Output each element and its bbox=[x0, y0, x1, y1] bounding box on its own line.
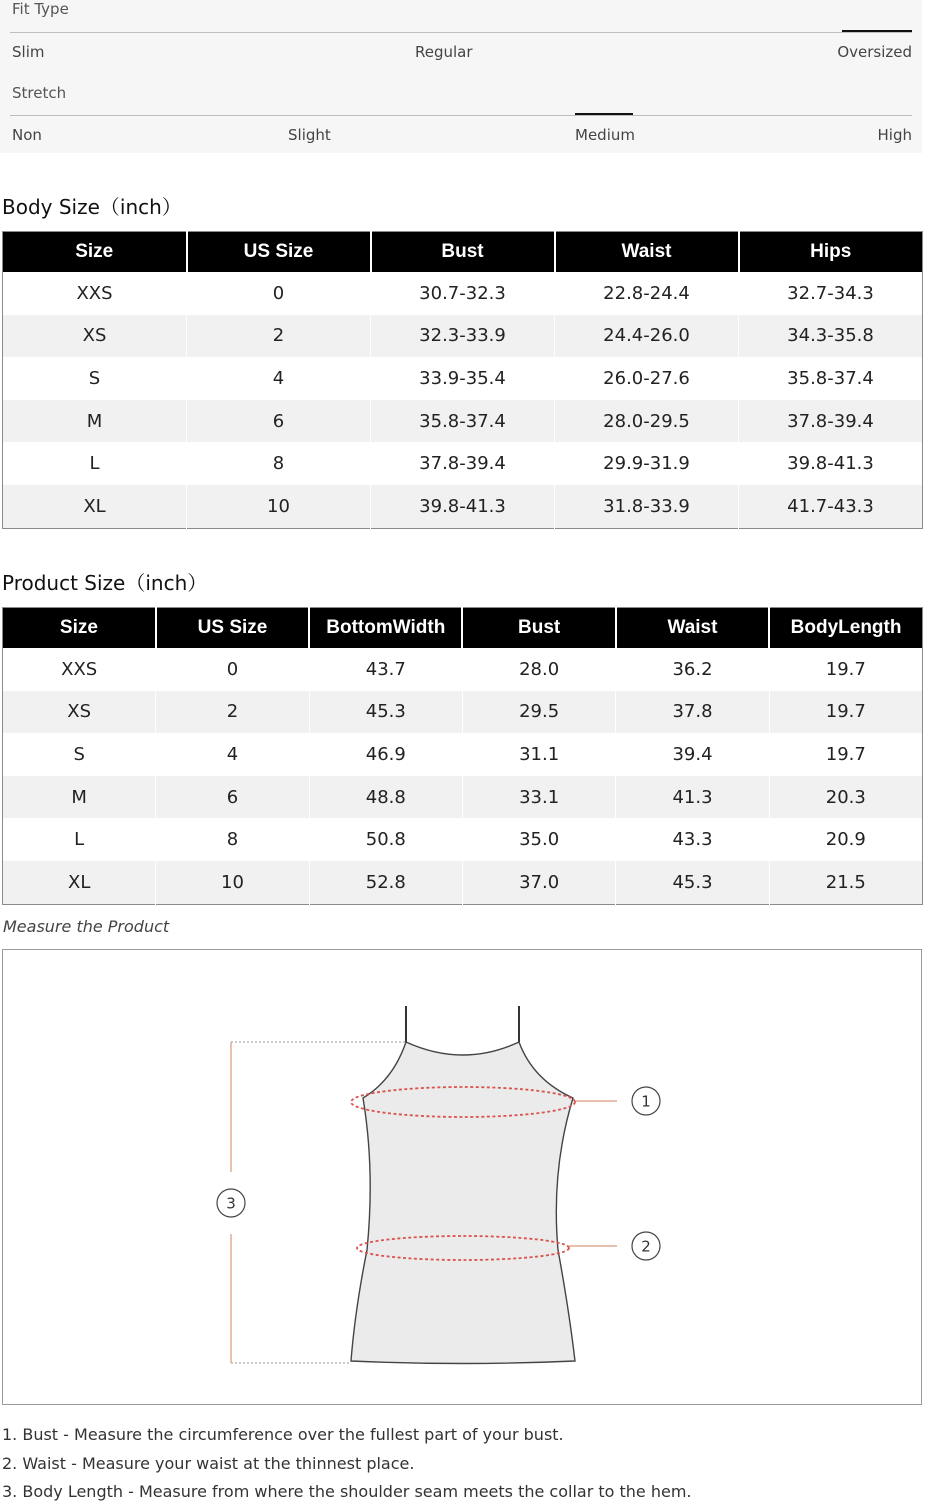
table-cell: 19.7 bbox=[825, 658, 866, 680]
column-header: BottomWidth bbox=[309, 608, 462, 649]
table-cell: 8 bbox=[187, 442, 371, 485]
table-cell: XXS bbox=[3, 272, 187, 315]
product-size-table bbox=[2, 607, 923, 905]
table-cell: L bbox=[3, 442, 187, 485]
table-cell: 43.3 bbox=[616, 818, 769, 861]
table-cell: S bbox=[3, 733, 156, 776]
table-cell: 10 bbox=[156, 861, 309, 904]
table-cell: 22.8-24.4 bbox=[555, 272, 739, 315]
stretch-option-slight: Slight bbox=[288, 126, 331, 144]
column-header: Waist bbox=[555, 232, 739, 273]
callout-3-label: 3 bbox=[226, 1194, 236, 1213]
table-cell: 31.1 bbox=[462, 733, 615, 776]
table-cell: 0 bbox=[156, 648, 309, 691]
table-cell: 34.3-35.8 bbox=[739, 315, 923, 358]
fit-type-scale bbox=[10, 32, 912, 33]
measure-diagram bbox=[2, 949, 922, 1405]
table-cell: 30.7-32.3 bbox=[371, 272, 555, 315]
table-cell: 19.7 bbox=[825, 743, 866, 765]
stretch-option-medium: Medium bbox=[575, 126, 635, 144]
table-cell: 39.4 bbox=[616, 733, 769, 776]
tank-top-diagram bbox=[3, 950, 921, 1404]
measure-notes bbox=[2, 1421, 692, 1507]
column-header: US Size bbox=[187, 232, 371, 273]
garment-outline bbox=[351, 1042, 575, 1364]
column-header: BodyLength bbox=[769, 608, 922, 649]
table-row bbox=[3, 776, 923, 819]
table-cell: 39.8-41.3 bbox=[787, 453, 874, 475]
table-cell: 35.0 bbox=[462, 818, 615, 861]
table-cell: 29.5 bbox=[462, 691, 615, 734]
table-cell: 46.9 bbox=[309, 733, 462, 776]
table-cell: 28.0-29.5 bbox=[555, 400, 739, 443]
table-row bbox=[3, 272, 923, 315]
table-cell: 21.5 bbox=[769, 861, 922, 904]
fit-option-regular: Regular bbox=[415, 43, 473, 61]
table-cell: 10 bbox=[187, 485, 371, 528]
table-cell: 28.0 bbox=[462, 648, 615, 691]
body-size-title: Body Size（inch） bbox=[2, 195, 182, 219]
stretch-title: Stretch bbox=[12, 84, 67, 102]
table-cell: 35.8-37.4 bbox=[787, 367, 874, 389]
table-cell: 43.7 bbox=[309, 648, 462, 691]
table-cell: 37.8-39.4 bbox=[371, 442, 555, 485]
column-header: Bust bbox=[371, 232, 555, 273]
stretch-scale bbox=[10, 115, 912, 116]
table-cell: 20.9 bbox=[825, 829, 866, 851]
note-bust: 1. Bust - Measure the circumference over the fullest part of your bust. bbox=[2, 1425, 564, 1444]
column-header: Waist bbox=[616, 608, 769, 649]
note-waist: 2. Waist - Measure your waist at the thinnest place. bbox=[2, 1453, 415, 1473]
table-cell: 4 bbox=[187, 357, 371, 400]
table-cell: XXS bbox=[3, 648, 156, 691]
table-cell: 35.8-37.4 bbox=[371, 400, 555, 443]
callout-2-label: 2 bbox=[641, 1237, 651, 1256]
table-cell: 19.7 bbox=[769, 691, 922, 734]
body-size-table bbox=[2, 231, 923, 529]
table-cell: 8 bbox=[156, 818, 309, 861]
table-row bbox=[3, 357, 923, 400]
column-header: Hips bbox=[739, 232, 923, 273]
table-row bbox=[3, 818, 923, 861]
table-cell: 26.0-27.6 bbox=[555, 357, 739, 400]
table-cell: 6 bbox=[156, 776, 309, 819]
table-cell: 0 bbox=[187, 272, 371, 315]
table-cell: 33.1 bbox=[462, 776, 615, 819]
table-cell: 41.7-43.3 bbox=[739, 485, 923, 528]
table-cell: 37.0 bbox=[462, 861, 615, 904]
callout-1-label: 1 bbox=[641, 1092, 651, 1111]
table-cell: 37.8 bbox=[616, 691, 769, 734]
table-cell: L bbox=[3, 818, 156, 861]
table-cell: 41.3 bbox=[616, 776, 769, 819]
table-row bbox=[3, 442, 923, 485]
measure-caption: Measure the Product bbox=[3, 917, 170, 936]
table-row bbox=[3, 691, 923, 734]
table-cell: 45.3 bbox=[309, 691, 462, 734]
table-cell: 4 bbox=[156, 733, 309, 776]
table-cell: XS bbox=[3, 315, 187, 358]
table-cell: 45.3 bbox=[616, 861, 769, 904]
table-cell: 24.4-26.0 bbox=[555, 315, 739, 358]
fit-type-title: Fit Type bbox=[12, 0, 69, 18]
table-cell: 48.8 bbox=[309, 776, 462, 819]
table-cell: XS bbox=[3, 691, 156, 734]
table-cell: 29.9-31.9 bbox=[555, 442, 739, 485]
table-cell: 36.2 bbox=[616, 648, 769, 691]
table-row bbox=[3, 315, 923, 358]
column-header: US Size bbox=[156, 608, 309, 649]
table-cell: 6 bbox=[187, 400, 371, 443]
table-cell: 37.8-39.4 bbox=[739, 400, 923, 443]
fit-panel bbox=[0, 0, 922, 153]
fit-option-oversized: Oversized bbox=[837, 43, 912, 61]
table-cell: M bbox=[3, 776, 156, 819]
table-row bbox=[3, 400, 923, 443]
table-row bbox=[3, 861, 923, 904]
table-cell: 39.8-41.3 bbox=[371, 485, 555, 528]
column-header: Bust bbox=[462, 608, 615, 649]
table-cell: M bbox=[3, 400, 187, 443]
table-cell: 2 bbox=[156, 691, 309, 734]
table-cell: 32.7-34.3 bbox=[787, 282, 874, 304]
table-cell: S bbox=[3, 357, 187, 400]
fit-option-slim: Slim bbox=[12, 43, 45, 61]
table-cell: 32.3-33.9 bbox=[371, 315, 555, 358]
note-body-length: 3. Body Length - Measure from where the shoulder seam meets the collar to the hem. bbox=[2, 1482, 692, 1501]
table-row bbox=[3, 733, 923, 776]
table-cell: 33.9-35.4 bbox=[371, 357, 555, 400]
table-cell: 50.8 bbox=[309, 818, 462, 861]
table-row bbox=[3, 485, 923, 528]
table-cell: XL bbox=[3, 485, 187, 528]
stretch-option-non: Non bbox=[12, 126, 42, 144]
product-size-title: Product Size（inch） bbox=[2, 571, 208, 595]
table-cell: 20.3 bbox=[769, 776, 922, 819]
table-cell: XL bbox=[3, 861, 156, 904]
table-cell: 2 bbox=[187, 315, 371, 358]
table-cell: 31.8-33.9 bbox=[555, 485, 739, 528]
column-header: Size bbox=[3, 232, 187, 273]
column-header: Size bbox=[3, 608, 156, 649]
table-cell: 52.8 bbox=[309, 861, 462, 904]
stretch-option-high: High bbox=[877, 126, 912, 144]
table-row bbox=[3, 648, 923, 691]
